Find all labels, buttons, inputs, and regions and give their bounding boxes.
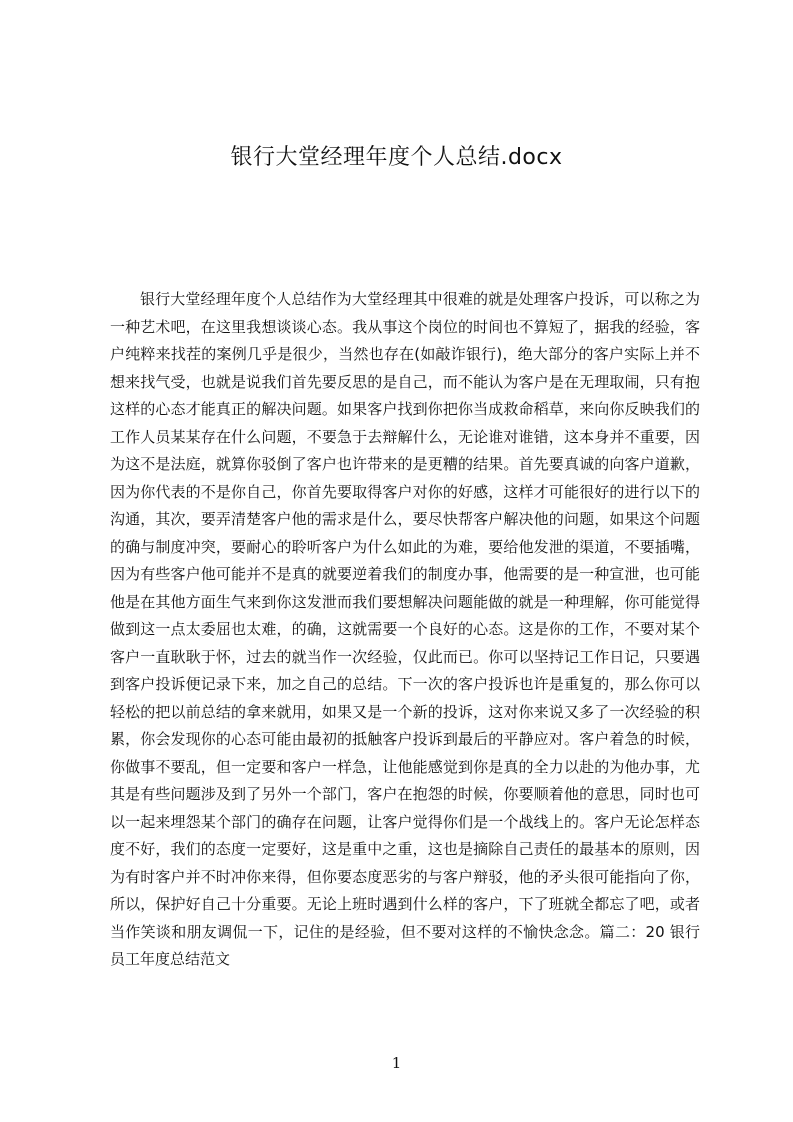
document-title: 银行大堂经理年度个人总结.docx [230, 145, 563, 170]
document-body-paragraph: 银行大堂经理年度个人总结作为大堂经理其中很难的就是处理客户投诉，可以称之为一种艺术吧，在这里我想谈谈心态。我从事这个岗位的时间也不算短了，据我的经验，客户纯粹来找茬的案例几乎是很少，当然也存在(如敲诈银行)，绝大部分的客户实际上并不想来找气受，也就是说我们首先要反思的是自己，而不能认为客户是在无理取闹，只有抱这样的心态才能真正的解决问题。如果客户找到你把你当成救命稻草，来向你反映我们的工作人员某某存在什么问题，不要急于去辩解什么，无论谁对谁错，这本身并不重要，因为这不是法庭，就算你驳倒了客户也许带来的是更糟的结果。首先要真诚的向客户道歉，因为你代表的不是你自己，你首先要取得客户对你的好感，这样才可能很好的进行以下的沟通，其次，要弄清楚客户他的需求是什么，要尽快帮客户解决他的问题，如果这个问题的确与制度冲突，要耐心的聆听客户为什么如此的为难，要给他发泄的渠道，不要插嘴，因为有些客户他可能并不是真的就要逆着我们的制度办事，他需要的是一种宣泄，也可能他是在其他方面生气来到你这发泄而我们要想解决问题能做的就是一种理解，你可能觉得做到这一点太委屈也太难，的确，这就需要一个良好的心态。这是你的工作，不要对某个客户一直耿耿于怀，过去的就当作一次经验，仅此而已。你可以坚持记工作日记，只要遇到客户投诉便记录下来，加之自己的总结。下一次的客户投诉也许是重复的，那么你可以轻松的把以前总结的拿来就用，如果又是一个新的投诉，这对你来说又多了一次经验的积累，你会发现你的心态可能由最初的抵触客户投诉到最后的平静应对。客户着急的时候，你做事不要乱，但一定要和客户一样急，让他能感觉到你是真的全力以赴的为他办事，尤其是有些问题涉及到了另外一个部门，客户在抱怨的时候，你要顺着他的意思，同时也可以一起来埋怨某个部门的确存在问题，让客户觉得你们是一个战线上的。客户无论怎样态度不好，我们的态度一定要好，这是重中之重，这也是摘除自己责任的最基本的原则，因为有时客户并不时冲你来得，但你要态度恶劣的与客户辩驳，他的矛头很可能指向了你，所以，保护好自己十分重要。无论上班时遇到什么样的客户，下了班就全都忘了吧，或者当作笑谈和朋友调侃一下，记住的是经验，但不要对这样的不愉快念念。篇二：20 银行员工年度总结范文 [110, 290, 700, 968]
page-number: 1 [391, 1054, 402, 1072]
